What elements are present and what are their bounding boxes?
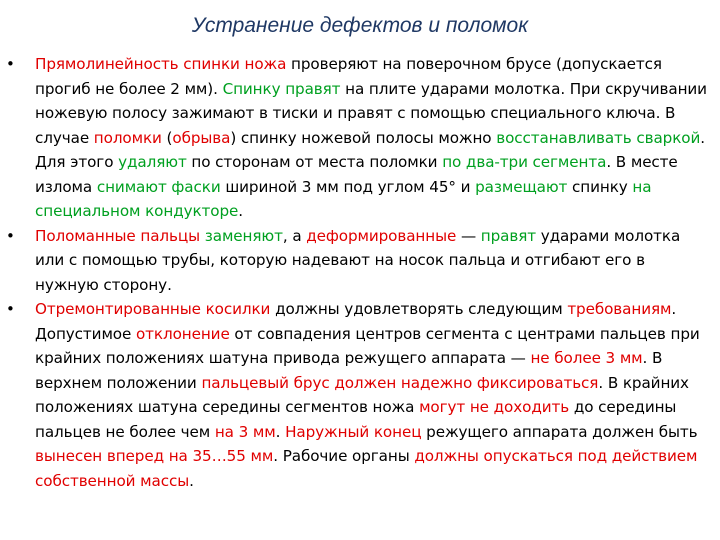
text-run: , а [282, 226, 307, 245]
slide-title: Устранение дефектов и поломок [191, 14, 529, 37]
text-run: режущего аппарата должен быть [421, 422, 698, 441]
text-run: ) спинку ножевой полосы можно [230, 128, 497, 147]
bullet-icon: • [6, 55, 15, 73]
text-run: на 3 мм [214, 422, 276, 441]
text-run: . [275, 422, 286, 441]
text-run: снимают фаски [96, 177, 221, 196]
text-run: проверяют на поверочном брусе (допускается прогиб не более 2 мм). [35, 55, 662, 98]
text-run: . [189, 471, 194, 490]
text-run: обрыва [172, 128, 231, 147]
bullet-text [35, 227, 680, 294]
text-run: от совпадения центров сегмента с центрами пальцев при крайних положениях шатуна привода режущего аппарата — [35, 324, 700, 367]
bullet-item [6, 52, 710, 224]
bullet-text [35, 300, 700, 490]
slide-body [6, 52, 710, 493]
text-run: Отремонтированные косилки [35, 300, 271, 318]
text-run: . Допустимое [35, 300, 677, 343]
text-run: восстанавливать сваркой [496, 128, 701, 147]
text-run: Наружный конец [285, 422, 422, 441]
text-run: деформированные [306, 226, 457, 245]
text-run: Спинку правят [222, 79, 341, 98]
text-run: удаляют [118, 153, 187, 171]
text-run: . В верхнем положении [35, 349, 663, 392]
text-run: пальцевый брус должен надежно фиксироваться [201, 373, 599, 392]
bullet-text [35, 55, 707, 220]
text-run: — [456, 226, 481, 245]
text-run: заменяют [204, 226, 283, 245]
text-run: на плите ударами молотка. При скручивании ножевую полосу зажимают в тиски и правят с помощью специального ключа. В случае [35, 79, 707, 147]
bullet-icon: • [6, 300, 15, 318]
text-run: . Для этого [35, 128, 705, 171]
text-run: на специальном кондукторе [35, 177, 652, 220]
text-run: могут не доходить [419, 398, 570, 416]
text-run: . Рабочие органы [273, 447, 415, 465]
text-run: шириной 3 мм под углом 45° и [220, 177, 476, 196]
bullet-item [6, 224, 710, 298]
text-run: не более 3 мм [530, 349, 643, 367]
text-run: спинку [567, 177, 633, 196]
text-run: требованиям [567, 300, 672, 318]
bullet-icon: • [6, 226, 15, 245]
text-run: по сторонам от места поломки [186, 153, 443, 171]
text-run: . В месте излома [35, 153, 678, 196]
text-run: должны удовлетворять следующим [270, 300, 568, 318]
text-run: вынесен вперед на 35…55 мм [35, 447, 274, 465]
text-run: Прямолинейность спинки ножа [35, 55, 287, 73]
text-run: поломки [93, 128, 162, 147]
bullet-item [6, 297, 710, 493]
text-run: . [238, 202, 244, 220]
text-run: ( [161, 128, 173, 147]
text-run: по два-три сегмента [442, 153, 607, 171]
text-run: правят [480, 226, 536, 245]
text-run: должны опускаться под действием собственной массы [35, 447, 698, 490]
text-run: Поломанные пальцы [35, 226, 201, 245]
text-run: размещают [475, 177, 568, 196]
text-run: до середины пальцев не более чем [35, 398, 677, 441]
text-run: . В крайних положениях шатуна середины сегментов ножа [35, 373, 689, 416]
text-run: отклонение [135, 324, 230, 343]
text-run: ударами молотка или с помощью трубы, которую надевают на носок пальца и отгибают его в нужную сторону. [35, 226, 681, 294]
